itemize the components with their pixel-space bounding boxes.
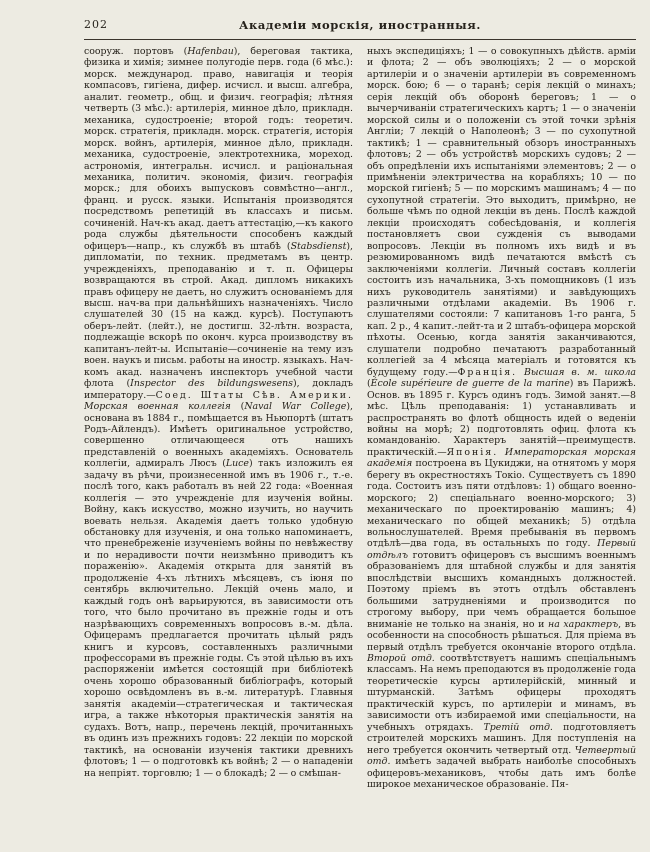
page-header — [84, 13, 636, 37]
page-content — [84, 13, 636, 846]
left-column: сооруж. портовъ (Hafenbau), береговая тактика, физика и химія; зимнее полугодіе перв. года (6 мѣс.): морск. международ. право, навигація и теорія компасовъ, гигіена, дифер. исчисл. и высш. алгебра, аналит. геометр., общ. и физич. географія; лѣтняя четверть (3 мѣс.): артилерія, минное дѣло, прикладн. механика, судостроеніе; второй годъ: теоретич. морск. стратегія, прикладн. морск. стратегія, исторія морск. войнъ, артилерія, минное дѣло, прикладн. механика, судостроеніе, электротехника, мореход. астрономія, интегральн. исчисл. и раціональная механика, политич. экономія, физич. географія морск.; для обоихъ выпусковъ совмѣстно—англ., франц. и русск. языки. Испытанія производятся посредствомъ репетицій въ классахъ и письм. сочиненій. Нач-къ акад. даетъ аттестацію,—къ какого рода службы дѣятельности способенъ каждый офицеръ—напр., къ службѣ въ штабѣ (Stabsdienst), дипломатіи, по техник. предметамъ въ центр. учрежденіяхъ, преподаванію и т. п. Офицеры возвращаются въ строй. Акад. дипломъ никакихъ правъ офицеру не даетъ, но служитъ основаніемъ для высш. нач-ва при дальнѣйшихъ назначеніяхъ. Число слушателей 30 (15 на кажд. курсѣ). Поступаютъ оберъ-лейт. (лейт.), не достигш. 32-лѣтн. возраста, подлежащіе вскорѣ по оконч. курса производству въ капитанъ-лейт-ы. Испытаніе—сочиненіе на тему изъ воен. наукъ и письм. работы на иностр. языкахъ. Нач-комъ акад. назначенъ инспекторъ учебной части флота (Inspector des bildungswesens), докладъ императору.—Соед. Штаты Сѣв. Америки. Морская военная коллегія (Naval War College), основана въ 1884 г., помѣщается въ Ньюпортѣ (штатъ Родъ-Айлендъ). Имѣетъ оригинальное устройство, совершенно отличающееся отъ нашихъ представленій о военныхъ академіяхъ. Основатель коллегіи, адмиралъ Люсъ (Luce) такъ изложилъ ея задачу въ рѣчи, произнесенной имъ въ 1906 г., т.-е. послѣ того, какъ работалъ въ ней 22 года: «Военная коллегія — это учрежденіе для изученія войны. Войну, какъ искусство, можно изучить, но научить воевать нельзя. Академія даетъ только удобную обстановку для изученія, и она только напоминаетъ, что пренебреженіе изученіемъ войны по невѣжеству и по нерадивости почти неизмѣнно приводитъ къ пораженію». Академія открыта для занятій въ продолженіе 4-хъ лѣтнихъ мѣсяцевъ, съ іюня по сентябрь включительно. Лекцій очень мало, и каждый годъ онѣ варьируются, въ зависимости отъ того, что было прочитано въ прежніе годы и отъ назрѣвающихъ современныхъ вопросовъ в.-м. дѣла. Офицерамъ предлагается прочитать цѣлый рядъ книгъ и курсовъ, составленныхъ различными профессорами въ прежніе годы. Съ этой цѣлью въ ихъ распоряженіи имѣется состоящій при библіотекѣ очень хорошо образованный библіографъ, который хорошо освѣдомленъ въ в.-м. литературѣ. Главныя занятія академіи—стратегическая и тактическая игра, а также нѣкоторыя практическія занятія на судахъ. Вотъ, напр., перечень лекцій, прочитанныхъ въ одинъ изъ прежнихъ годовъ: 22 лекціи по морской тактикѣ, на основаніи изученія тактики древнихъ флотовъ; 1 — о подготовкѣ къ войнѣ; 2 — о нападеніи на непріят. торговлю; 1 — о блокадѣ; 2 — о смѣшан- — [84, 46, 353, 779]
right-column: ныхъ экспедиціяхъ; 1 — о совокупныхъ дѣйств. арміи и флота; 2 — объ эволюціяхъ; 2 — о морской артилеріи и о значеніи артилеріи въ современномъ морск. бою; 6 — о таранѣ; серія лекцій о минахъ; серія лекцій объ оборонѣ береговъ; 1 — о вычерчиваніи стратегическихъ картъ; 1 — о значеніи морской силы и о положеніи съ этой точки зрѣнія Англіи; 7 лекцій о Наполеонѣ; 3 — по сухопутной тактикѣ; 1 — сравнительный обзоръ иностранныхъ флотовъ; 2 — объ устройствѣ морскихъ судовъ; 2 — объ опредѣленіи ихъ испытаніями элементовъ; 2 — о примѣненіи электричества на корабляхъ; 10 — по морской гигіенѣ; 5 — по морскимъ машинамъ; 4 — по сухопутной стратегіи. Это выходитъ, примѣрно, не больше чѣмъ по одной лекціи въ день. Послѣ каждой лекціи происходятъ собесѣдованія, и коллегія постановляетъ свои сужденія съ выводами вопросовъ. Лекціи въ полномъ ихъ видѣ и въ резюмированномъ видѣ печатаются вмѣстѣ съ заключеніями коллегіи. Личный составъ коллегіи состоитъ изъ начальника, 3-хъ помощниковъ (1 изъ нихъ руководитель занятіями) и завѣдующихъ различными отдѣлами академіи. Въ 1906 г. слушателями состояли: 7 капитановъ 1-го ранга, 5 кап. 2 р., 4 капит.-лейт-та и 2 штабъ-офицера морской пѣхоты. Осенью, когда занятія заканчиваются, слушатели подробно печатаютъ разработанный коллегіей за 4 мѣсяца матеріалъ и готовятся къ будущему году.—Франція. Высшая в. м. школа (École supérieure de guerre de la marine) въ Парижѣ. Основ. въ 1895 г. Курсъ одинъ годъ. Зимой занят.—8 мѣс. Цѣль преподаванія: 1) устанавливать и распространять во флотѣ общность идей о веденіи войны на морѣ; 2) подготовлять офиц. флота къ командованію. Характеръ занятій—преимуществ. практическій.—Японія. Императорская морская академія построена въ Цукиджи, на отнятомъ у моря берегу въ окрестностяхъ Токіо. Существуетъ съ 1890 года. Состоитъ изъ пяти отдѣловъ: 1) общаго военно-морского; 2) спеціальнаго военно-морского; 3) механическаго по проектированію машинъ; 4) механическаго по общей механикѣ; 5) отдѣла вольнослушателей. Время пребыванія въ первомъ отдѣлѣ—два года, въ остальныхъ по году. Первый отдѣлъ готовитъ офицеровъ съ высшимъ военнымъ образованіемъ для штабной службы и для занятія впослѣдствіи высшихъ командныхъ должностей. Поэтому пріемъ въ этотъ отдѣлъ обставленъ большими затрудненіями и производится по строгому выбору, при чемъ обращается большое вниманіе не только на знанія, но и на характеръ, въ особенности на способность рѣшаться. Для пріема въ первый отдѣлъ требуется окончаніе второго отдѣла. Второй отд. соотвѣтствуетъ нашимъ спеціальнымъ классамъ. На немъ преподаются въ продолженіе года теоретическіе курсы артилерійскій, минный и штурманскій. Затѣмъ офицеры проходятъ практическій курсъ, по артилеріи и минамъ, въ зависимости отъ избираемой ими спеціальности, на учебныхъ отрядахъ. Третій отд. подготовляетъ строителей морскихъ машинъ. Для поступленія на него требуется окончить четвертый отд. Четвертый отд. имѣетъ задачей выбрать наиболѣе способныхъ офицеровъ-механиковъ, чтобы дать имъ болѣе широкое механическое образованіе. Пя- — [367, 46, 636, 790]
page-number: 202 — [84, 18, 108, 31]
header-divider — [84, 39, 636, 40]
page-title: Академіи морскія, иностранныя. — [239, 18, 481, 32]
text-columns — [84, 46, 636, 846]
